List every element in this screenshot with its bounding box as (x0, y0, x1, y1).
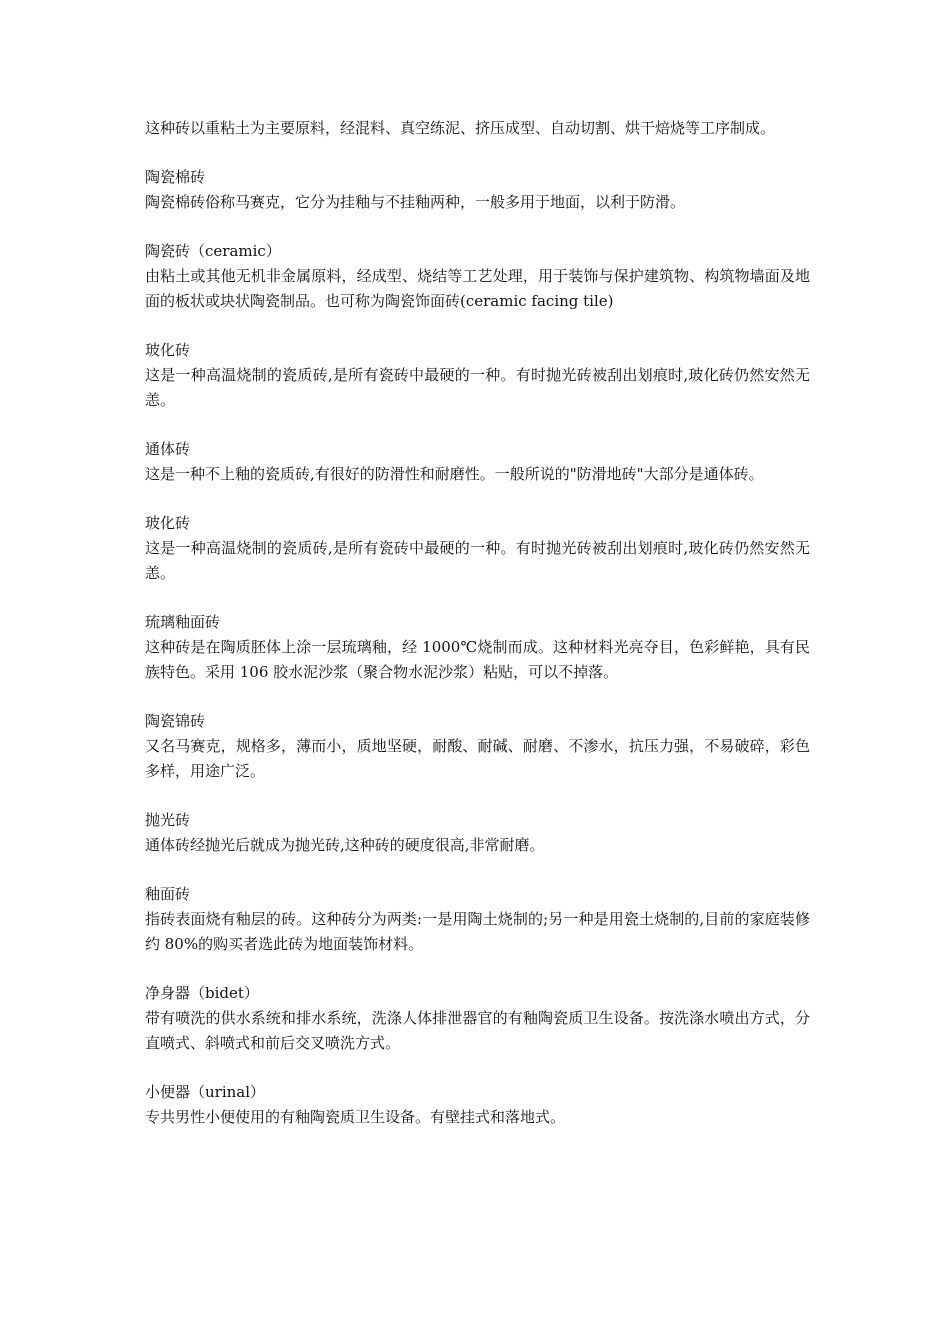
section-vitrified-tile (145, 338, 810, 413)
section-full-body-tile (145, 437, 810, 487)
section-heading: 通体砖 (145, 440, 191, 458)
section-body: 陶瓷棉砖俗称马赛克，它分为挂釉与不挂釉两种，一般多用于地面，以利于防滑。 (145, 193, 686, 211)
section-heading: 陶瓷锦砖 (145, 712, 206, 730)
section-heading: 抛光砖 (145, 811, 191, 829)
section-body: 这是一种高温烧制的瓷质砖,是所有瓷砖中最硬的一种。有时抛光砖被刮出划痕时,玻化砖仍然安然无恙。 (145, 366, 810, 409)
section-heading: 釉面砖 (145, 885, 191, 903)
section-body: 这是一种不上釉的瓷质砖,有很好的防滑性和耐磨性。一般所说的"防滑地砖"大部分是通体砖。 (145, 465, 764, 483)
section-ceramic-mosaic (145, 709, 810, 784)
section-heading: 陶瓷棉砖 (145, 168, 206, 186)
section-glazed-surface-tile (145, 882, 810, 957)
section-heading: 净身器（bidet） (145, 984, 259, 1002)
section-urinal (145, 1080, 810, 1130)
document-page (145, 116, 810, 1130)
intro-paragraph: 这种砖以重粘土为主要原料，经混料、真空练泥、挤压成型、自动切割、烘干焙烧等工序制成。 (145, 119, 776, 137)
section-mosaic-tile (145, 165, 810, 215)
section-body: 这是一种高温烧制的瓷质砖,是所有瓷砖中最硬的一种。有时抛光砖被刮出划痕时,玻化砖仍然安然无恙。 (145, 539, 810, 582)
section-heading: 陶瓷砖（ceramic） (145, 242, 281, 260)
section-bidet (145, 981, 810, 1056)
section-body: 这种砖是在陶质胚体上涂一层琉璃釉，经 1000℃烧制而成。这种材料光亮夺目，色彩鲜艳，具有民族特色。采用 106 胶水泥沙浆（聚合物水泥沙浆）粘贴，可以不掉落。 (145, 638, 810, 681)
section-heading: 玻化砖 (145, 514, 191, 532)
section-body: 专共男性小便使用的有釉陶瓷质卫生设备。有壁挂式和落地式。 (145, 1108, 566, 1126)
section-body: 又名马赛克，规格多，薄而小，质地坚硬，耐酸、耐碱、耐磨、不渗水，抗压力强，不易破碎，彩色多样，用途广泛。 (145, 737, 810, 780)
section-ceramic-tile (145, 239, 810, 314)
section-heading: 琉璃釉面砖 (145, 613, 221, 631)
section-heading: 小便器（urinal） (145, 1083, 266, 1101)
section-body: 指砖表面烧有釉层的砖。这种砖分为两类:一是用陶土烧制的;另一种是用瓷土烧制的,目前的家庭装修约 80%的购买者选此砖为地面装饰材料。 (145, 910, 810, 953)
section-glazed-tile (145, 610, 810, 685)
section-body: 由粘土或其他无机非金属原料，经成型、烧结等工艺处理，用于装饰与保护建筑物、构筑物墙面及地面的板状或块状陶瓷制品。也可称为陶瓷饰面砖(ceramic facing tile) (145, 267, 810, 310)
section-vitrified-tile-repeat (145, 511, 810, 586)
section-polished-tile (145, 808, 810, 858)
section-body: 通体砖经抛光后就成为抛光砖,这种砖的硬度很高,非常耐磨。 (145, 836, 545, 854)
section-body: 带有喷洗的供水系统和排水系统，洗涤人体排泄器官的有釉陶瓷质卫生设备。按洗涤水喷出方式，分直喷式、斜喷式和前后交叉喷洗方式。 (145, 1009, 810, 1052)
section-heading: 玻化砖 (145, 341, 191, 359)
